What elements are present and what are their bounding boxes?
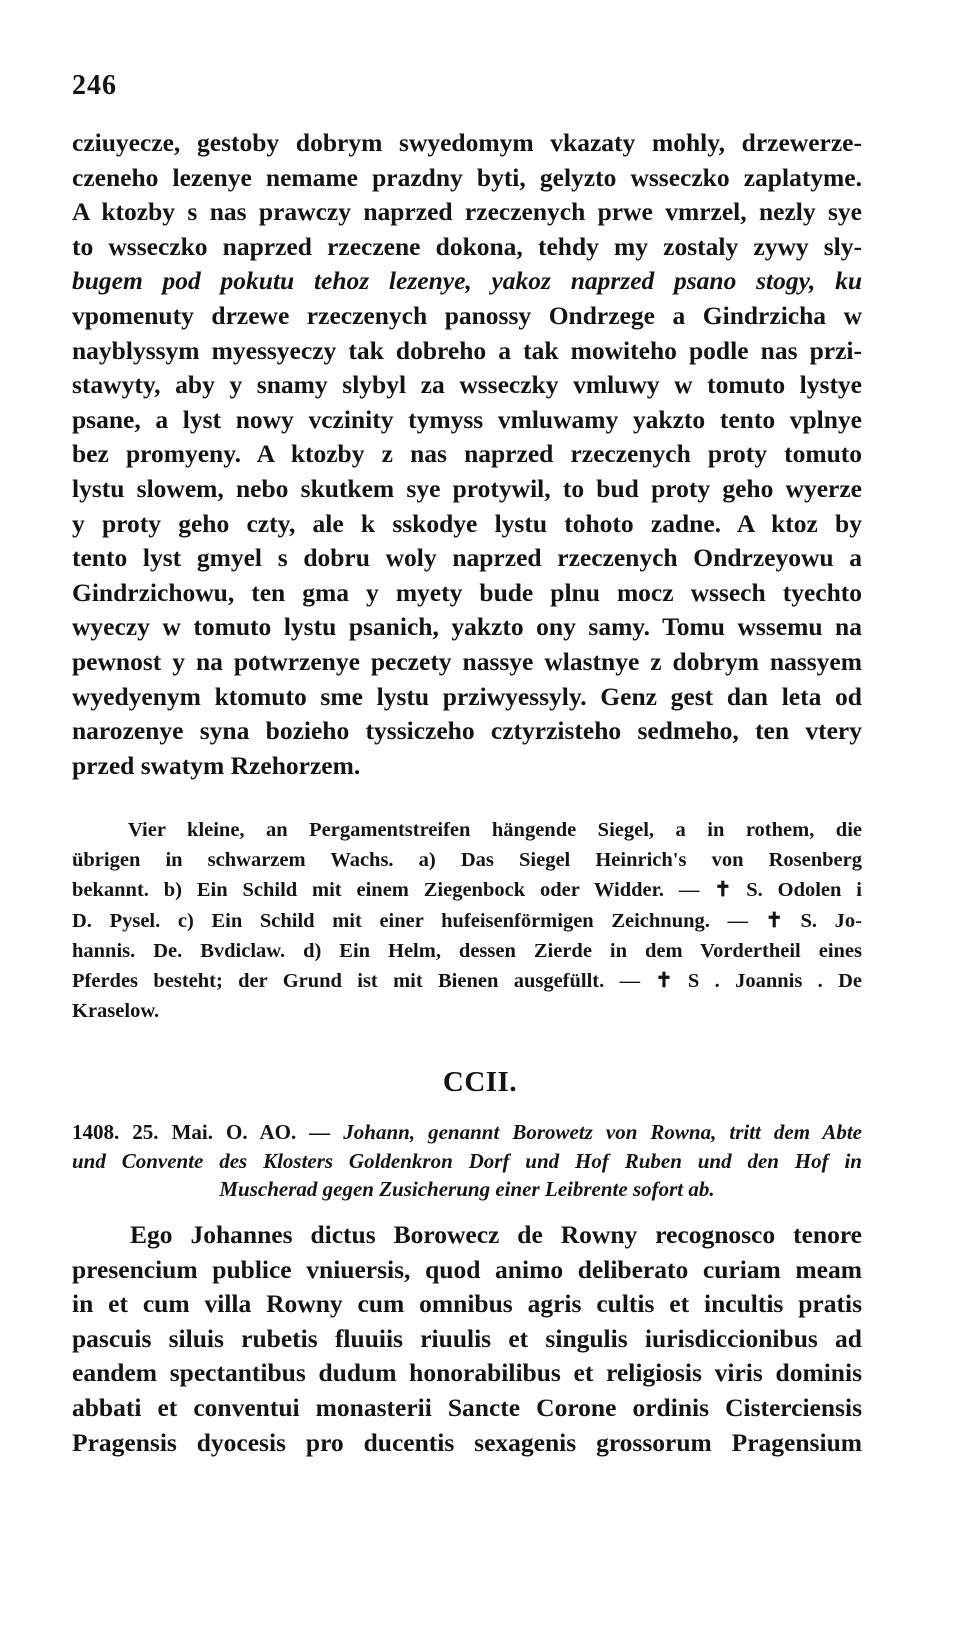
regest-summary-start: — Johann, genannt Borowetz von Rowna, tritt dem Abte bbox=[296, 1120, 862, 1144]
text-line: Gindrzichowu, ten gma y myety bude plnu mocz wssech tyechto bbox=[72, 577, 862, 607]
regest-line: und Convente des Klosters Goldenkron Dorf und Hof Ruben und den Hof in bbox=[72, 1148, 862, 1173]
text-line: in et cum villa Rowny cum omnibus agris cultis et incultis pratis bbox=[72, 1289, 862, 1319]
text-line: czeneho lezenye nemame prazdny byti, gelyzto wsseczko zaplatyme. bbox=[72, 162, 862, 192]
seal-description-note bbox=[72, 815, 862, 1026]
regest-line: Muscherad gegen Zusicherung einer Leibrente sofort ab. bbox=[219, 1177, 715, 1201]
text-line: bugem pod pokutu tehoz lezenye, yakoz naprzed psano stogy, ku bbox=[72, 266, 862, 296]
regest-line bbox=[72, 1118, 862, 1147]
text-line: pewnost y na potwrzenye peczety nassye wlastnye z dobrym nassyem bbox=[72, 646, 862, 676]
note-line: übrigen in schwarzem Wachs. a) Das Siegel Heinrich's von Rosenberg bbox=[72, 849, 862, 872]
latin-charter-text bbox=[72, 1218, 862, 1460]
regest-header bbox=[72, 1118, 862, 1204]
note-line: D. Pysel. c) Ein Schild mit einer hufeisenförmigen Zeichnung. — ✝ S. Jo- bbox=[72, 909, 862, 932]
text-line: presencium publice vniuersis, quod animo deliberato curiam meam bbox=[72, 1254, 862, 1284]
document-number: CCII. bbox=[442, 1066, 518, 1098]
czech-charter-text bbox=[72, 126, 862, 783]
text-line: tento lyst gmyel s dobru woly naprzed rzeczenych Ondrzeyowu a bbox=[72, 543, 862, 573]
text-line: eandem spectantibus dudum honorabilibus et religiosis viris dominis bbox=[72, 1358, 862, 1388]
text-line: to wsseczko naprzed rzeczene dokona, tehdy my zostaly zywy sly- bbox=[72, 231, 862, 261]
text-line: narozenye syna bozieho tyssiczeho cztyrzisteho sedmeho, ten vtery bbox=[72, 716, 862, 746]
text-line: cziuyecze, gestoby dobrym swyedomym vkazaty mohly, drzewerze- bbox=[72, 128, 862, 157]
page-number: 246 bbox=[72, 70, 117, 101]
text-line: pascuis siluis rubetis fluuiis riuulis et singulis iurisdiccionibus ad bbox=[72, 1323, 862, 1353]
text-line: vpomenuty drzewe rzeczenych panossy Ondrzege a Gindrzicha w bbox=[72, 300, 862, 330]
regest-date: 1408. 25. Mai. O. AO. bbox=[72, 1120, 297, 1144]
text-line: przed swatym Rzehorzem. bbox=[72, 750, 361, 780]
text-line: y proty geho czty, ale k sskodye lystu tohoto zadne. A ktoz by bbox=[72, 508, 862, 538]
note-line: Pferdes besteht; der Grund ist mit Bienen ausgefüllt. — ✝ S . Joannis . De bbox=[72, 969, 862, 992]
note-line: Vier kleine, an Pergamentstreifen hängende Siegel, a in rothem, die bbox=[128, 819, 862, 841]
text-line: abbati et conventui monasterii Sancte Corone ordinis Cisterciensis bbox=[72, 1392, 862, 1422]
text-line: stawyty, aby y snamy slybyl za wsseczky vmluwy w tomuto lystye bbox=[72, 370, 862, 400]
text-line: wyeczy w tomuto lystu psanich, yakzto ony samy. Tomu wssemu na bbox=[72, 612, 862, 642]
text-line: lystu slowem, nebo skutkem sye protywil, to bud proty geho wyerze bbox=[72, 473, 862, 503]
text-line: A ktozby s nas prawczy naprzed rzeczenych prwe vmrzel, nezly sye bbox=[72, 197, 862, 227]
text-line: nayblyssym myessyeczy tak dobreho a tak mowiteho podle nas przi- bbox=[72, 335, 862, 365]
text-line: psane, a lyst nowy vczinity tymyss vmluwamy yakzto tento vplnye bbox=[72, 404, 862, 434]
note-line: bekannt. b) Ein Schild mit einem Ziegenbock oder Widder. — ✝ S. Odolen i bbox=[72, 879, 862, 902]
text-line: bez promyeny. A ktozby z nas naprzed rzeczenych proty tomuto bbox=[72, 439, 862, 469]
text-line: Ego Johannes dictus Borowecz de Rowny recognosco tenore bbox=[130, 1220, 862, 1249]
text-line: wyedyenym ktomuto sme lystu prziwyessyly. Genz gest dan leta od bbox=[72, 681, 862, 711]
text-line: Pragensis dyocesis pro ducentis sexagenis grossorum Pragensium bbox=[72, 1427, 862, 1457]
note-line: Kraselow. bbox=[72, 1000, 160, 1023]
note-line: hannis. De. Bvdiclaw. d) Ein Helm, dessen Zierde in dem Vordertheil eines bbox=[72, 939, 862, 962]
